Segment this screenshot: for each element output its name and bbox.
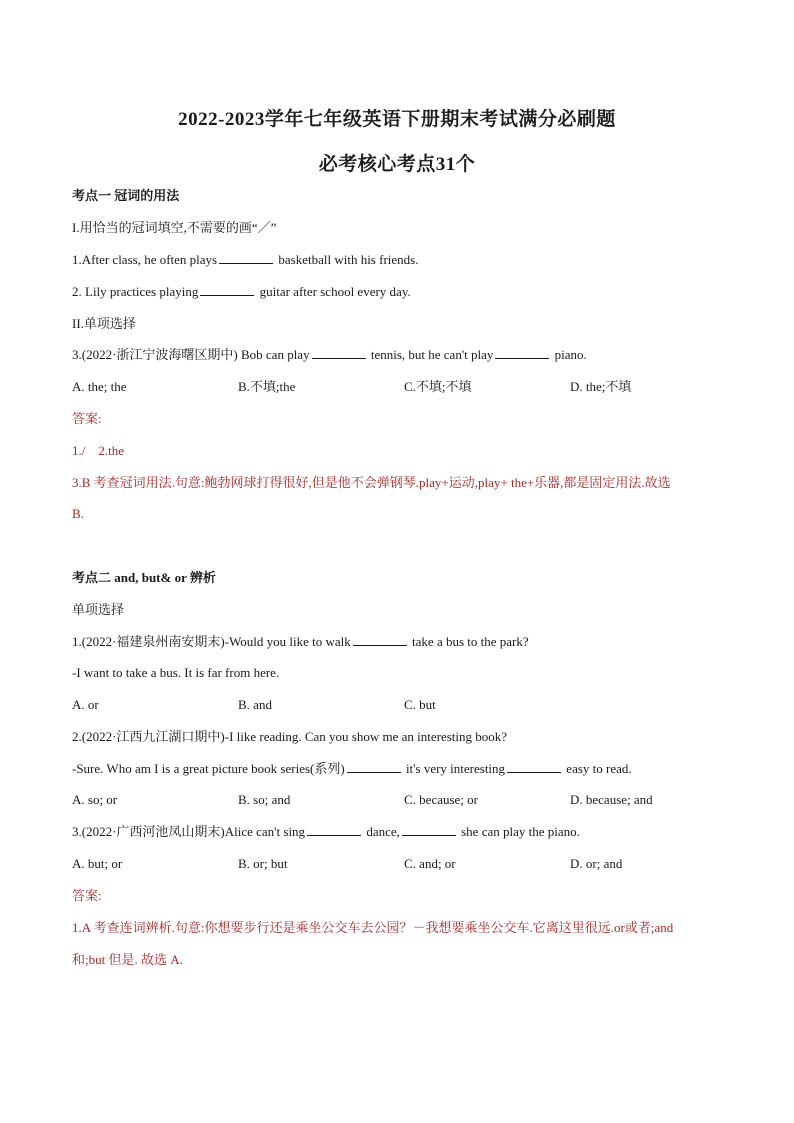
page-title: 2022-2023学年七年级英语下册期末考试满分必刷题 [178, 109, 616, 130]
answer-blank [200, 284, 254, 296]
option-b: B. or; but [238, 856, 288, 871]
q3-text-mid: dance, [366, 824, 400, 839]
q3-text-pre: 3.(2022·广西河池凤山期末)Alice can't sing [72, 824, 306, 839]
section2-answer-label: 答案: [72, 888, 102, 903]
answer-blank [507, 761, 561, 773]
option-c: C. but [404, 697, 436, 712]
answer-blank [312, 347, 366, 359]
q2-reply-mid: it's very interesting [405, 761, 506, 776]
q2-reply-pre: -Sure. Who am I is a great picture book series(系列) [72, 761, 345, 776]
q1-text-post: take a bus to the park? [412, 634, 529, 649]
option-c: C. because; or [404, 792, 479, 807]
section2-question-1 [72, 634, 529, 650]
option-a: A. so; or [72, 792, 118, 807]
option-c: C.不填;不填 [404, 379, 472, 394]
answer-blank [402, 824, 456, 836]
section2-question-1-reply: -I want to take a bus. It is far from here. [72, 665, 280, 680]
section1-answer-label: 答案: [72, 411, 102, 426]
q2-reply-post: easy to read. [566, 761, 632, 776]
q3-text-pre: 3.(2022·浙江宁波海曙区期中) Bob can play [72, 347, 310, 362]
q2-text-post: guitar after school every day. [259, 284, 411, 299]
section1-question-3 [72, 347, 587, 363]
option-b: B. so; and [238, 792, 291, 807]
section2-answer-line-2: 和;but 但是. 故选 A. [72, 952, 183, 967]
q3-text-post: piano. [554, 347, 587, 362]
answer-blank [495, 347, 549, 359]
option-a: A. but; or [72, 856, 123, 871]
option-d: D. the;不填 [570, 379, 632, 394]
section1-answer-line-1: 1./ 2.the [72, 443, 124, 458]
section2-question-2: 2.(2022·江西九江湖口期中)-I like reading. Can you show me an interesting book? [72, 729, 508, 744]
section1-answer-line-2: 3.B 考查冠词用法.句意:鲍勃网球打得很好,但是他不会弹钢琴.play+运动,play+ the+乐器,都是固定用法.故选 [72, 475, 671, 490]
q1-text-pre: 1.After class, he often plays [72, 252, 218, 267]
option-b: B.不填;the [238, 379, 296, 394]
answer-blank [307, 824, 361, 836]
section1-answer-line-3: B. [72, 506, 84, 521]
page-subtitle: 必考核心考点31个 [318, 154, 476, 175]
option-d: D. or; and [570, 856, 623, 871]
q3-text-mid: tennis, but he can't play [370, 347, 494, 362]
section1-question-1 [72, 252, 418, 268]
section1-part1-instruction: I.用恰当的冠词填空,不需要的画“／” [72, 220, 277, 235]
section2-question-3 [72, 824, 580, 840]
section2-answer-line-1: 1.A 考查连词辨析.句意:你想要步行还是乘坐公交车去公园？－我想要乘坐公交车.它离这里很远.or或者;and [72, 920, 674, 935]
option-a: A. or [72, 697, 99, 712]
answer-blank [219, 252, 273, 264]
section2-heading: 考点二 and, but& or 辨析 [72, 570, 216, 585]
option-b: B. and [238, 697, 272, 712]
option-c: C. and; or [404, 856, 456, 871]
q1-text-post: basketball with his friends. [278, 252, 419, 267]
answer-blank [353, 634, 407, 646]
q2-text-pre: 2. Lily practices playing [72, 284, 199, 299]
section1-heading: 考点一 冠词的用法 [72, 188, 180, 203]
answer-blank [347, 761, 401, 773]
section2-instruction: 单项选择 [72, 602, 125, 617]
option-d: D. because; and [570, 792, 653, 807]
q1-text-pre: 1.(2022·福建泉州南安期末)-Would you like to walk [72, 634, 351, 649]
section2-question-2-reply [72, 761, 632, 777]
q3-text-post: she can play the piano. [461, 824, 580, 839]
section1-part2-instruction: II.单项选择 [72, 316, 136, 331]
section1-question-2 [72, 284, 411, 300]
option-a: A. the; the [72, 379, 127, 394]
